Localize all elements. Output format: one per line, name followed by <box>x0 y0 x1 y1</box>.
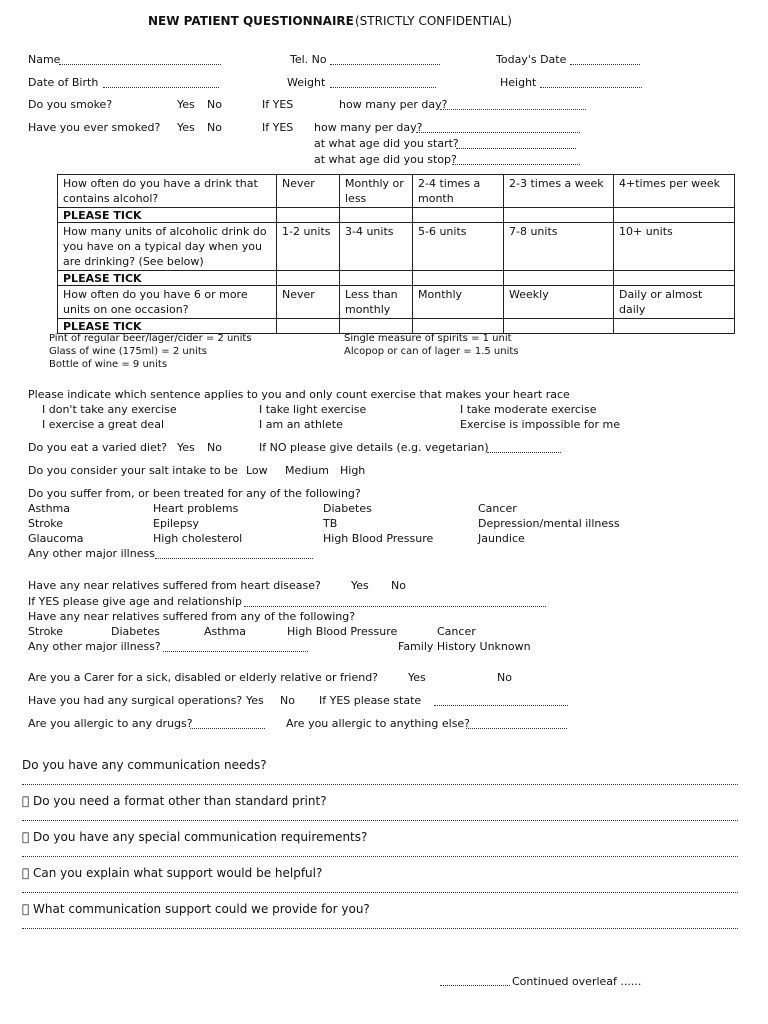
illness-item[interactable]: Cancer <box>478 502 517 515</box>
surgery-yes[interactable]: Yes <box>246 694 264 707</box>
alcohol-option: Monthly or less <box>340 175 413 208</box>
alcohol-option: Daily or almost daily <box>614 286 735 319</box>
tick-cell[interactable] <box>277 208 340 223</box>
alcohol-option: Never <box>277 286 340 319</box>
tick-cell[interactable] <box>413 208 504 223</box>
eversmoked-stop: at what age did you stop? <box>314 153 457 166</box>
communication-answer-line[interactable] <box>22 784 738 785</box>
exercise-option[interactable]: I exercise a great deal <box>42 418 164 431</box>
diet-no[interactable]: No <box>207 441 222 454</box>
smoke-howmany-field[interactable] <box>440 109 586 110</box>
alcohol-option: 1-2 units <box>277 223 340 271</box>
communication-sub-question: Do you need a format other than standard print? <box>22 794 316 808</box>
alcohol-option: Never <box>277 175 340 208</box>
carer-no[interactable]: No <box>497 671 512 684</box>
carer-question: Are you a Carer for a sick, disabled or elderly relative or friend? <box>28 671 379 684</box>
units-pint: Pint of regular beer/lager/cider = 2 units <box>49 333 252 344</box>
illness-item[interactable]: Asthma <box>28 502 70 515</box>
relatives-conditions-question: Have any near relatives suffered from any of the following? <box>28 610 356 623</box>
smoke-ifyes: If YES <box>262 98 294 111</box>
relatives-heart-question: Have any near relatives suffered from heart disease? <box>28 579 321 592</box>
eversmoked-howmany: how many per day? <box>314 121 423 134</box>
weight-label: Weight <box>287 76 326 89</box>
surgery-details-field[interactable] <box>434 705 568 706</box>
illness-item[interactable]: Glaucoma <box>28 532 84 545</box>
alcohol-row <box>58 223 735 271</box>
continued-overleaf: Continued overleaf ...... <box>512 975 642 988</box>
surgery-no[interactable]: No <box>280 694 295 707</box>
alcohol-option: 5-6 units <box>413 223 504 271</box>
relatives-item[interactable]: Diabetes <box>111 625 160 638</box>
units-glass: Glass of wine (175ml) = 2 units <box>49 346 207 357</box>
communication-answer-line[interactable] <box>22 892 738 893</box>
weight-field[interactable] <box>330 87 436 88</box>
alcohol-question: How often do you have 6 or more units on one occasion? <box>58 286 277 319</box>
height-field[interactable] <box>540 87 642 88</box>
alcohol-option: 7-8 units <box>504 223 614 271</box>
smoke-question: Do you smoke? <box>28 98 113 111</box>
tick-cell[interactable] <box>614 271 735 286</box>
exercise-option[interactable]: I take light exercise <box>259 403 367 416</box>
tel-label: Tel. No <box>290 53 327 66</box>
tick-cell[interactable] <box>340 208 413 223</box>
dob-field[interactable] <box>103 87 219 88</box>
illness-item[interactable]: TB <box>323 517 338 530</box>
relatives-item[interactable]: Stroke <box>28 625 64 638</box>
relatives-other-field[interactable] <box>163 651 308 652</box>
tick-cell[interactable] <box>504 319 614 334</box>
tick-cell[interactable] <box>413 271 504 286</box>
please-tick-label: PLEASE TICK <box>58 208 277 223</box>
tick-cell[interactable] <box>504 271 614 286</box>
allergy-drugs-question: Are you allergic to any drugs? <box>28 717 193 730</box>
alcohol-option: Less than monthly <box>340 286 413 319</box>
surgery-ifyes: If YES please state <box>319 694 422 707</box>
relatives-item[interactable]: High Blood Pressure <box>287 625 398 638</box>
tick-row <box>58 271 735 286</box>
diet-question: Do you eat a varied diet? <box>28 441 167 454</box>
smoke-no[interactable]: No <box>207 98 222 111</box>
smoke-yes[interactable]: Yes <box>177 98 195 111</box>
communication-sub-question: Do you have any special communication requirements? <box>22 830 357 844</box>
relatives-item[interactable]: Cancer <box>437 625 476 638</box>
communication-sub-question: Can you explain what support would be helpful? <box>22 866 312 880</box>
relatives-heart-no[interactable]: No <box>391 579 406 592</box>
eversmoked-no[interactable]: No <box>207 121 222 134</box>
today-date-field[interactable] <box>570 64 640 65</box>
units-spirits: Single measure of spirits = 1 unit <box>344 333 512 344</box>
surgery-question: Have you had any surgical operations? <box>28 694 243 707</box>
allergy-drugs-field[interactable] <box>190 728 265 729</box>
eversmoked-yes[interactable]: Yes <box>177 121 195 134</box>
name-label: Name <box>28 53 61 66</box>
diet-details-field[interactable] <box>487 452 561 453</box>
alcohol-row <box>58 286 735 319</box>
eversmoked-question: Have you ever smoked? <box>28 121 161 134</box>
tick-cell[interactable] <box>614 208 735 223</box>
illness-item[interactable]: Stroke <box>28 517 64 530</box>
diet-ifno: If NO please give details (e.g. vegetarian) <box>259 441 489 454</box>
relatives-ifyes: If YES please give age and relationship <box>28 595 242 608</box>
units-bottle: Bottle of wine = 9 units <box>49 359 168 370</box>
illness-item[interactable]: High cholesterol <box>153 532 243 545</box>
illness-item[interactable]: Epilepsy <box>153 517 200 530</box>
tick-cell[interactable] <box>340 271 413 286</box>
salt-medium[interactable]: Medium <box>285 464 329 477</box>
salt-question: Do you consider your salt intake to be <box>28 464 238 477</box>
page-subtitle: (STRICTLY CONFIDENTIAL) <box>355 14 512 28</box>
illness-item[interactable]: High Blood Pressure <box>323 532 434 545</box>
salt-low[interactable]: Low <box>246 464 268 477</box>
alcohol-row <box>58 175 735 208</box>
alcohol-option: Weekly <box>504 286 614 319</box>
carer-yes[interactable]: Yes <box>408 671 426 684</box>
salt-high[interactable]: High <box>340 464 366 477</box>
height-label: Height <box>500 76 537 89</box>
today-date-label: Today's Date <box>496 53 567 66</box>
illness-other-field[interactable] <box>155 558 313 559</box>
allergy-other-field[interactable] <box>466 728 567 729</box>
tick-row <box>58 208 735 223</box>
smoke-howmany: how many per day? <box>339 98 448 111</box>
relatives-other-label: Any other major illness? <box>28 640 161 653</box>
communication-answer-line[interactable] <box>22 820 738 821</box>
units-alcopop: Alcopop or can of lager = 1.5 units <box>344 346 519 357</box>
relatives-heart-yes[interactable]: Yes <box>351 579 369 592</box>
illness-item[interactable]: Diabetes <box>323 502 372 515</box>
please-tick-label: PLEASE TICK <box>58 271 277 286</box>
diet-yes[interactable]: Yes <box>177 441 195 454</box>
alcohol-option: 10+ units <box>614 223 735 271</box>
allergy-other-question: Are you allergic to anything else? <box>286 717 471 730</box>
family-history-unknown[interactable]: Family History Unknown <box>398 640 531 653</box>
alcohol-question: How many units of alcoholic drink do you have on a typical day when you are drinking? (See below) <box>58 223 277 271</box>
eversmoked-ifyes: If YES <box>262 121 294 134</box>
communication-sub-question: What communication support could we provide for you? <box>22 902 359 916</box>
communication-answer-line[interactable] <box>22 928 738 929</box>
relatives-ifyes-field[interactable] <box>244 606 546 607</box>
eversmoked-start-field[interactable] <box>456 148 576 149</box>
page-title: NEW PATIENT QUESTIONNAIRE <box>148 14 354 28</box>
name-field[interactable] <box>59 64 221 65</box>
exercise-option[interactable]: I am an athlete <box>259 418 343 431</box>
please-tick-label: PLEASE TICK <box>58 319 277 334</box>
alcohol-option: 2-4 times a month <box>413 175 504 208</box>
alcohol-option: 2-3 times a week <box>504 175 614 208</box>
tel-field[interactable] <box>330 64 440 65</box>
tick-cell[interactable] <box>277 319 340 334</box>
exercise-option[interactable]: Exercise is impossible for me <box>460 418 620 431</box>
tick-cell[interactable] <box>504 208 614 223</box>
alcohol-option: Monthly <box>413 286 504 319</box>
eversmoked-stop-field[interactable] <box>452 164 580 165</box>
footer-dots <box>440 985 510 986</box>
alcohol-question: How often do you have a drink that contains alcohol? <box>58 175 277 208</box>
relatives-item[interactable]: Asthma <box>204 625 246 638</box>
exercise-option[interactable]: I don't take any exercise <box>42 403 177 416</box>
communication-answer-line[interactable] <box>22 856 738 857</box>
eversmoked-howmany-field[interactable] <box>416 132 580 133</box>
dob-label: Date of Birth <box>28 76 99 89</box>
illness-item[interactable]: Heart problems <box>153 502 239 515</box>
exercise-option[interactable]: I take moderate exercise <box>460 403 597 416</box>
eversmoked-start: at what age did you start? <box>314 137 459 150</box>
illness-item[interactable]: Depression/mental illness <box>478 517 620 530</box>
communication-question: Do you have any communication needs? <box>22 758 267 772</box>
tick-cell[interactable] <box>614 319 735 334</box>
tick-cell[interactable] <box>277 271 340 286</box>
illness-item[interactable]: Jaundice <box>478 532 525 545</box>
illness-question: Do you suffer from, or been treated for any of the following? <box>28 487 361 500</box>
exercise-question: Please indicate which sentence applies to you and only count exercise that makes your heart race <box>28 388 570 401</box>
illness-other-label: Any other major illness <box>28 547 155 560</box>
alcohol-table <box>57 174 735 334</box>
alcohol-option: 4+times per week <box>614 175 735 208</box>
alcohol-option: 3-4 units <box>340 223 413 271</box>
